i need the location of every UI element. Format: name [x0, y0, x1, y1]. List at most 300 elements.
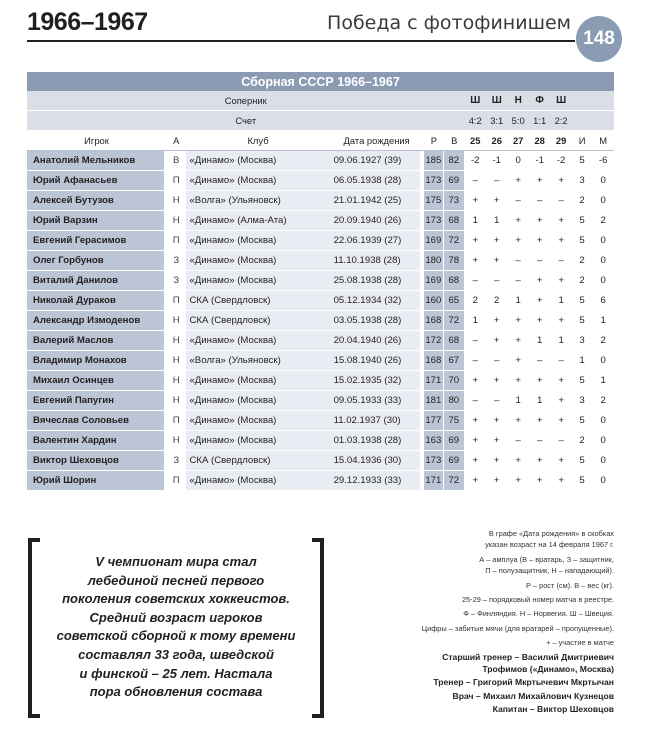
- player-dob: 25.08.1938 (28): [330, 271, 424, 291]
- quote-line: V чемпионат мира стал: [95, 554, 257, 569]
- opponent-cell: Ш: [465, 91, 486, 111]
- player-club: «Динамо» (Алма-Ата): [186, 211, 329, 231]
- player-height: 173: [424, 451, 444, 471]
- table-row: [27, 271, 614, 291]
- player-weight: 72: [444, 471, 464, 491]
- player-amplua: Н: [166, 351, 186, 371]
- score-label: Счет: [27, 111, 465, 131]
- match-cell: +: [486, 311, 507, 331]
- player-height: 160: [424, 291, 444, 311]
- player-games: 5: [572, 371, 592, 391]
- match-cell: +: [465, 191, 486, 211]
- player-weight: 68: [444, 211, 464, 231]
- match-cell: -2: [465, 151, 486, 171]
- match-cell: –: [486, 271, 507, 291]
- match-cell: –: [529, 251, 550, 271]
- match-cell: -2: [550, 151, 571, 171]
- player-amplua: З: [166, 271, 186, 291]
- player-amplua: З: [166, 251, 186, 271]
- match-cell: +: [486, 451, 507, 471]
- score-cell: 1:1: [529, 111, 550, 131]
- player-weight: 72: [444, 231, 464, 251]
- player-goals: 0: [592, 191, 614, 211]
- table-row: [27, 471, 614, 491]
- player-games: 2: [572, 431, 592, 451]
- player-height: 169: [424, 271, 444, 291]
- table-row: [27, 351, 614, 371]
- season-title: 1966–1967: [27, 8, 148, 36]
- player-games: 3: [572, 171, 592, 191]
- match-cell: +: [507, 451, 528, 471]
- match-cell: –: [507, 271, 528, 291]
- match-cell: +: [507, 351, 528, 371]
- match-cell: +: [550, 391, 571, 411]
- col-header-height: Р: [424, 131, 444, 151]
- player-name: Юрий Афанасьев: [27, 171, 166, 191]
- player-height: 168: [424, 351, 444, 371]
- col-header-games: И: [572, 131, 592, 151]
- player-games: 5: [572, 471, 592, 491]
- match-cell: –: [465, 391, 486, 411]
- match-cell: –: [529, 351, 550, 371]
- player-games: 2: [572, 191, 592, 211]
- match-cell: +: [550, 371, 571, 391]
- match-cell: 2: [486, 291, 507, 311]
- player-name: Евгений Папугин: [27, 391, 166, 411]
- match-cell: +: [550, 471, 571, 491]
- player-name: Вячеслав Соловьев: [27, 411, 166, 431]
- player-weight: 78: [444, 251, 464, 271]
- header-rule: [27, 40, 575, 42]
- player-goals: 0: [592, 251, 614, 271]
- match-cell: –: [507, 191, 528, 211]
- player-games: 3: [572, 391, 592, 411]
- player-goals: 6: [592, 291, 614, 311]
- col-header-match: 29: [550, 131, 571, 151]
- player-amplua: П: [166, 171, 186, 191]
- table-row: [27, 411, 614, 431]
- match-cell: 1: [550, 331, 571, 351]
- table-row: [27, 211, 614, 231]
- player-amplua: Н: [166, 191, 186, 211]
- player-games: 5: [572, 231, 592, 251]
- player-height: 177: [424, 411, 444, 431]
- table-row: [27, 451, 614, 471]
- match-cell: +: [550, 311, 571, 331]
- table-row: [27, 311, 614, 331]
- note-line: Р – рост (см). В – вес (кг).: [525, 580, 614, 590]
- match-cell: 2: [465, 291, 486, 311]
- match-cell: –: [486, 391, 507, 411]
- match-cell: +: [465, 411, 486, 431]
- match-cell: +: [529, 311, 550, 331]
- staff-line: Тренер – Григорий Мкртычевич Мкртычан: [433, 677, 614, 688]
- player-name: Алексей Бутузов: [27, 191, 166, 211]
- player-name: Анатолий Мельников: [27, 151, 166, 171]
- table-row: [27, 231, 614, 251]
- player-height: 173: [424, 211, 444, 231]
- match-cell: +: [529, 231, 550, 251]
- match-cell: +: [465, 251, 486, 271]
- player-club: «Динамо» (Москва): [186, 231, 329, 251]
- match-cell: +: [529, 471, 550, 491]
- match-cell: +: [550, 271, 571, 291]
- player-games: 5: [572, 451, 592, 471]
- match-cell: –: [465, 351, 486, 371]
- match-cell: –: [465, 171, 486, 191]
- match-cell: +: [486, 191, 507, 211]
- match-cell: +: [507, 171, 528, 191]
- quote-line: советской сборной к тому времени: [56, 628, 296, 644]
- match-cell: –: [529, 191, 550, 211]
- player-amplua: В: [166, 151, 186, 171]
- player-name: Виталий Данилов: [27, 271, 166, 291]
- col-header-match: 25: [465, 131, 486, 151]
- player-club: «Динамо» (Москва): [186, 251, 329, 271]
- opponent-cell: Ш: [550, 91, 571, 111]
- table-row: [27, 191, 614, 211]
- player-name: Виктор Шеховцов: [27, 451, 166, 471]
- match-cell: +: [550, 211, 571, 231]
- match-cell: –: [529, 431, 550, 451]
- player-amplua: П: [166, 471, 186, 491]
- player-dob: 20.09.1940 (26): [330, 211, 424, 231]
- quote-bracket-right: [312, 538, 324, 718]
- player-weight: 70: [444, 371, 464, 391]
- player-weight: 72: [444, 311, 464, 331]
- player-name: Валерий Маслов: [27, 331, 166, 351]
- player-weight: 68: [444, 331, 464, 351]
- match-cell: 1: [550, 291, 571, 311]
- player-goals: 0: [592, 231, 614, 251]
- score-cell: 3:1: [486, 111, 507, 131]
- player-name: Олег Горбунов: [27, 251, 166, 271]
- player-dob: 09.05.1933 (33): [330, 391, 424, 411]
- player-goals: 1: [592, 311, 614, 331]
- match-cell: +: [465, 451, 486, 471]
- match-cell: –: [550, 191, 571, 211]
- score-cell-empty: [592, 111, 614, 131]
- player-goals: 0: [592, 171, 614, 191]
- player-club: «Динамо» (Москва): [186, 371, 329, 391]
- player-height: 171: [424, 471, 444, 491]
- player-height: 173: [424, 171, 444, 191]
- match-cell: -1: [529, 151, 550, 171]
- player-name: Евгений Герасимов: [27, 231, 166, 251]
- player-name: Валентин Хардин: [27, 431, 166, 451]
- col-header-weight: В: [444, 131, 464, 151]
- player-club: «Волга» (Ульяновск): [186, 191, 329, 211]
- score-cell: 5:0: [507, 111, 528, 131]
- table-title: Сборная СССР 1966–1967: [27, 72, 614, 91]
- player-games: 3: [572, 331, 592, 351]
- match-cell: –: [486, 351, 507, 371]
- player-height: 168: [424, 311, 444, 331]
- col-header-match: 27: [507, 131, 528, 151]
- staff-line: Трофимов («Динамо», Москва): [482, 663, 614, 674]
- roster-table: [27, 72, 614, 491]
- match-cell: +: [465, 371, 486, 391]
- match-cell: +: [507, 231, 528, 251]
- player-club: «Динамо» (Москва): [186, 431, 329, 451]
- player-dob: 29.12.1933 (33): [330, 471, 424, 491]
- player-height: 171: [424, 371, 444, 391]
- player-dob: 15.08.1940 (26): [330, 351, 424, 371]
- note-line: + – участие в матче: [546, 638, 614, 648]
- staff-line: Старший тренер – Василий Дмитриевич: [442, 652, 614, 662]
- match-cell: –: [550, 251, 571, 271]
- score-cell: 2:2: [550, 111, 571, 131]
- quote-bracket-left: [28, 538, 40, 718]
- player-club: «Волга» (Ульяновск): [186, 351, 329, 371]
- player-dob: 22.06.1939 (27): [330, 231, 424, 251]
- player-games: 5: [572, 151, 592, 171]
- match-cell: –: [465, 271, 486, 291]
- match-cell: –: [550, 431, 571, 451]
- player-height: 163: [424, 431, 444, 451]
- score-cell: 4:2: [465, 111, 486, 131]
- player-dob: 15.04.1936 (30): [330, 451, 424, 471]
- player-goals: 1: [592, 371, 614, 391]
- match-cell: 1: [529, 331, 550, 351]
- match-cell: +: [465, 431, 486, 451]
- quote-line: пора обновления состава: [89, 684, 263, 700]
- player-height: 180: [424, 251, 444, 271]
- match-cell: +: [507, 471, 528, 491]
- player-amplua: П: [166, 231, 186, 251]
- match-cell: –: [507, 251, 528, 271]
- player-name: Владимир Монахов: [27, 351, 166, 371]
- col-header-player: Игрок: [27, 131, 166, 151]
- match-cell: +: [486, 331, 507, 351]
- table-row: [27, 251, 614, 271]
- player-goals: 0: [592, 271, 614, 291]
- note-line: указан возраст на 14 февраля 1967 г.: [485, 540, 614, 550]
- match-cell: 0: [507, 151, 528, 171]
- player-dob: 11.02.1937 (30): [330, 411, 424, 431]
- player-club: СКА (Свердловск): [186, 311, 329, 331]
- quote-text: [46, 553, 306, 702]
- match-cell: -1: [486, 151, 507, 171]
- player-goals: 0: [592, 431, 614, 451]
- player-height: 181: [424, 391, 444, 411]
- player-name: Александр Измоденов: [27, 311, 166, 331]
- match-cell: +: [507, 331, 528, 351]
- score-cell-empty: [572, 111, 592, 131]
- match-cell: +: [465, 231, 486, 251]
- quote-line: поколения советских хоккеистов.: [62, 591, 290, 607]
- legend-notes: [334, 528, 614, 649]
- match-cell: +: [465, 471, 486, 491]
- player-amplua: Н: [166, 431, 186, 451]
- col-header-dob: Дата рождения: [330, 131, 424, 151]
- section-title: Победа с фотофинишем: [327, 12, 571, 34]
- quote-line: и финской – 25 лет. Настала: [79, 665, 273, 681]
- opponent-cell: Ш: [486, 91, 507, 111]
- match-cell: 1: [465, 311, 486, 331]
- match-cell: +: [529, 211, 550, 231]
- player-amplua: З: [166, 451, 186, 471]
- player-weight: 69: [444, 171, 464, 191]
- player-weight: 69: [444, 431, 464, 451]
- player-weight: 68: [444, 271, 464, 291]
- opponent-cell: Н: [507, 91, 528, 111]
- match-cell: +: [529, 271, 550, 291]
- note-line: В графе «Дата рождения» в скобках: [488, 529, 614, 538]
- player-amplua: Н: [166, 391, 186, 411]
- col-header-amplua: А: [166, 131, 186, 151]
- player-dob: 15.02.1935 (32): [330, 371, 424, 391]
- staff-line: Врач – Михаил Михайлович Кузнецов: [452, 690, 614, 701]
- player-dob: 11.10.1938 (28): [330, 251, 424, 271]
- match-cell: +: [486, 431, 507, 451]
- match-cell: +: [550, 451, 571, 471]
- note-line: Ф – Финляндия. Н – Норвегия. Ш – Швеция.: [463, 609, 614, 619]
- quote-line: Средний возраст игроков: [89, 609, 263, 625]
- player-weight: 80: [444, 391, 464, 411]
- player-name: Николай Дураков: [27, 291, 166, 311]
- match-cell: +: [507, 311, 528, 331]
- player-height: 175: [424, 191, 444, 211]
- player-goals: 0: [592, 471, 614, 491]
- player-goals: 2: [592, 331, 614, 351]
- note-line: П – полузащитник, Н – нападающий).: [485, 566, 614, 576]
- player-club: «Динамо» (Москва): [186, 471, 329, 491]
- player-height: 185: [424, 151, 444, 171]
- note-line: 25-29 – порядковый номер матча в реестре.: [461, 595, 614, 605]
- quote-box: [28, 538, 324, 718]
- player-club: «Динамо» (Москва): [186, 331, 329, 351]
- match-cell: +: [529, 451, 550, 471]
- col-header-club: Клуб: [186, 131, 329, 151]
- player-weight: 67: [444, 351, 464, 371]
- match-cell: –: [550, 351, 571, 371]
- staff-line: Капитан – Виктор Шеховцов: [492, 704, 614, 715]
- player-goals: 0: [592, 411, 614, 431]
- match-cell: –: [486, 171, 507, 191]
- match-cell: 1: [507, 391, 528, 411]
- player-amplua: П: [166, 411, 186, 431]
- col-header-goals: М: [592, 131, 614, 151]
- player-amplua: Н: [166, 371, 186, 391]
- player-games: 5: [572, 211, 592, 231]
- match-cell: +: [550, 231, 571, 251]
- player-club: «Динамо» (Москва): [186, 271, 329, 291]
- player-dob: 09.06.1927 (39): [330, 151, 424, 171]
- player-games: 2: [572, 271, 592, 291]
- col-header-match: 26: [486, 131, 507, 151]
- page-number-badge: 148: [576, 16, 622, 62]
- match-cell: 1: [486, 211, 507, 231]
- player-amplua: Н: [166, 331, 186, 351]
- match-cell: 1: [529, 391, 550, 411]
- player-dob: 20.04.1940 (26): [330, 331, 424, 351]
- player-games: 2: [572, 251, 592, 271]
- match-cell: +: [507, 211, 528, 231]
- match-cell: +: [486, 251, 507, 271]
- player-dob: 01.03.1938 (28): [330, 431, 424, 451]
- opponent-cell: Ф: [529, 91, 550, 111]
- player-amplua: Н: [166, 311, 186, 331]
- player-goals: 2: [592, 211, 614, 231]
- table-row: [27, 431, 614, 451]
- note-line: А – амплуа (В – вратарь, З – защитник,: [479, 554, 614, 564]
- player-club: СКА (Свердловск): [186, 451, 329, 471]
- player-dob: 03.05.1938 (28): [330, 311, 424, 331]
- quote-line: составлял 33 года, шведской: [78, 646, 274, 662]
- player-weight: 69: [444, 451, 464, 471]
- match-cell: 1: [465, 211, 486, 231]
- player-name: Михаил Осинцев: [27, 371, 166, 391]
- player-dob: 05.12.1934 (32): [330, 291, 424, 311]
- col-header-match: 28: [529, 131, 550, 151]
- player-amplua: Н: [166, 211, 186, 231]
- match-cell: +: [486, 471, 507, 491]
- player-club: «Динамо» (Москва): [186, 171, 329, 191]
- match-cell: 1: [507, 291, 528, 311]
- opponent-cell-empty: [592, 91, 614, 111]
- match-cell: +: [529, 171, 550, 191]
- match-cell: +: [550, 411, 571, 431]
- player-games: 5: [572, 291, 592, 311]
- match-cell: +: [507, 371, 528, 391]
- table-row: [27, 331, 614, 351]
- match-cell: +: [486, 371, 507, 391]
- player-weight: 82: [444, 151, 464, 171]
- match-cell: –: [465, 331, 486, 351]
- player-weight: 75: [444, 411, 464, 431]
- match-cell: +: [486, 231, 507, 251]
- quote-line: лебединой песней первого: [87, 572, 265, 588]
- player-goals: -6: [592, 151, 614, 171]
- player-goals: 0: [592, 451, 614, 471]
- match-cell: +: [529, 291, 550, 311]
- player-club: «Динамо» (Москва): [186, 391, 329, 411]
- table-row: [27, 371, 614, 391]
- player-goals: 0: [592, 351, 614, 371]
- match-cell: +: [507, 411, 528, 431]
- match-cell: –: [507, 431, 528, 451]
- player-dob: 21.01.1942 (25): [330, 191, 424, 211]
- player-games: 1: [572, 351, 592, 371]
- player-name: Юрий Варзин: [27, 211, 166, 231]
- match-cell: +: [486, 411, 507, 431]
- player-games: 5: [572, 411, 592, 431]
- player-dob: 06.05.1938 (28): [330, 171, 424, 191]
- match-cell: +: [529, 411, 550, 431]
- player-name: Юрий Шорин: [27, 471, 166, 491]
- player-weight: 73: [444, 191, 464, 211]
- match-cell: +: [550, 171, 571, 191]
- table-row: [27, 291, 614, 311]
- table-row: [27, 151, 614, 171]
- opponent-cell-empty: [572, 91, 592, 111]
- player-weight: 65: [444, 291, 464, 311]
- player-height: 169: [424, 231, 444, 251]
- player-games: 5: [572, 311, 592, 331]
- opponent-label: Соперник: [27, 91, 465, 111]
- player-goals: 2: [592, 391, 614, 411]
- match-cell: +: [529, 371, 550, 391]
- player-height: 172: [424, 331, 444, 351]
- staff-list: [334, 652, 614, 716]
- player-club: «Динамо» (Москва): [186, 151, 329, 171]
- player-club: «Динамо» (Москва): [186, 411, 329, 431]
- table-row: [27, 391, 614, 411]
- table-row: [27, 171, 614, 191]
- note-line: Цифры – забитые мячи (для вратарей – пропущенные).: [421, 623, 614, 633]
- player-club: СКА (Свердловск): [186, 291, 329, 311]
